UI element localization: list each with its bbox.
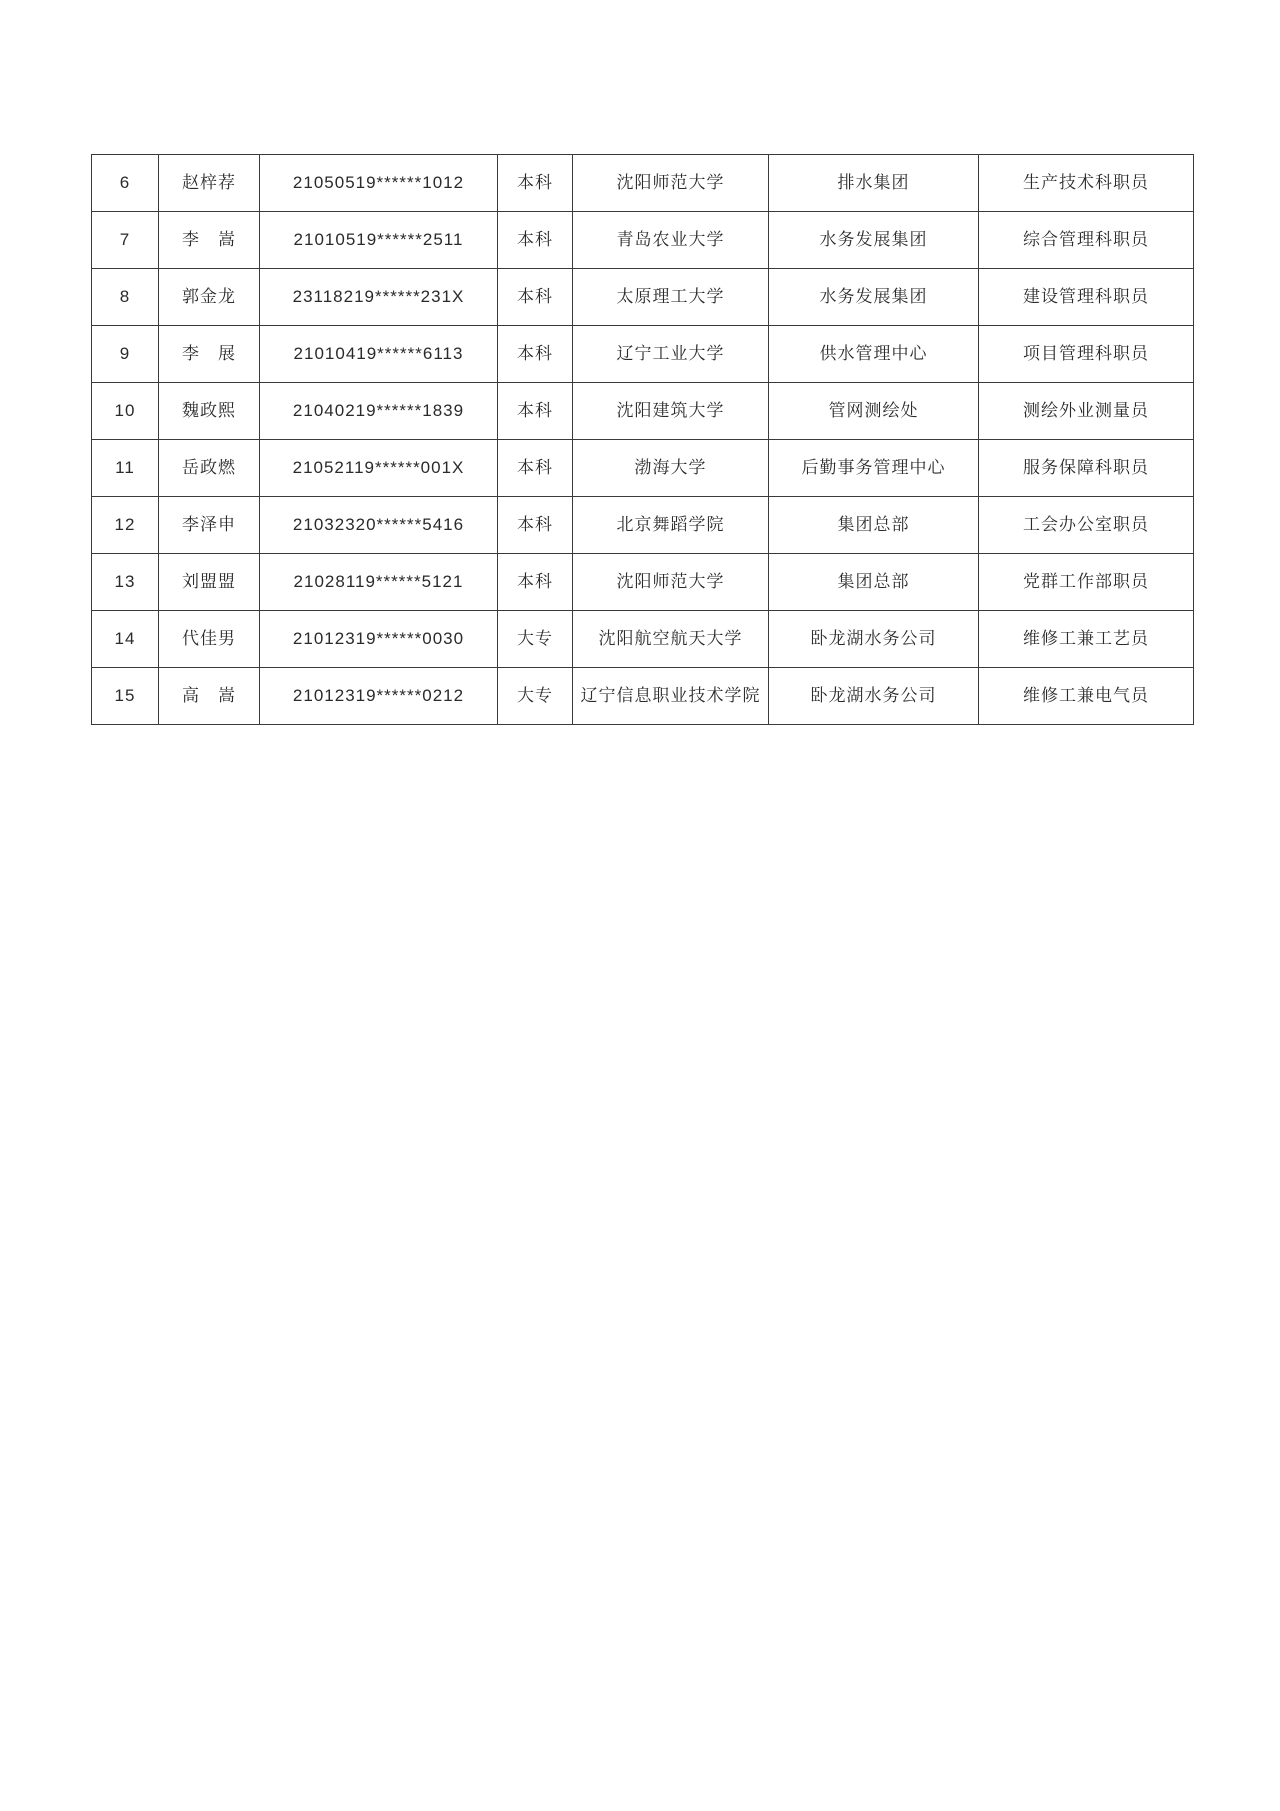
cell-name: 赵梓荐 — [159, 155, 260, 212]
cell-id-number: 21032320******5416 — [260, 497, 498, 554]
cell-school: 沈阳建筑大学 — [573, 383, 769, 440]
cell-position: 建设管理科职员 — [979, 269, 1194, 326]
cell-education: 本科 — [498, 383, 573, 440]
table-row — [92, 440, 1194, 497]
cell-number: 12 — [92, 497, 159, 554]
cell-number: 14 — [92, 611, 159, 668]
cell-id-number: 21040219******1839 — [260, 383, 498, 440]
table-row — [92, 212, 1194, 269]
cell-education: 本科 — [498, 440, 573, 497]
cell-id-number: 21050519******1012 — [260, 155, 498, 212]
table-row — [92, 326, 1194, 383]
cell-unit: 管网测绘处 — [769, 383, 979, 440]
cell-number: 9 — [92, 326, 159, 383]
cell-position: 生产技术科职员 — [979, 155, 1194, 212]
cell-name: 刘盟盟 — [159, 554, 260, 611]
cell-number: 15 — [92, 668, 159, 725]
cell-id-number: 21012319******0212 — [260, 668, 498, 725]
personnel-table — [91, 154, 1194, 725]
cell-number: 13 — [92, 554, 159, 611]
table-row — [92, 554, 1194, 611]
cell-education: 本科 — [498, 326, 573, 383]
cell-position: 维修工兼电气员 — [979, 668, 1194, 725]
cell-school: 沈阳航空航天大学 — [573, 611, 769, 668]
cell-unit: 水务发展集团 — [769, 212, 979, 269]
cell-position: 综合管理科职员 — [979, 212, 1194, 269]
cell-id-number: 21010419******6113 — [260, 326, 498, 383]
table-row — [92, 383, 1194, 440]
table-body — [92, 155, 1194, 725]
cell-number: 7 — [92, 212, 159, 269]
table-row — [92, 668, 1194, 725]
cell-number: 8 — [92, 269, 159, 326]
cell-unit: 卧龙湖水务公司 — [769, 611, 979, 668]
cell-name: 魏政熙 — [159, 383, 260, 440]
cell-school: 渤海大学 — [573, 440, 769, 497]
cell-school: 辽宁工业大学 — [573, 326, 769, 383]
cell-school: 沈阳师范大学 — [573, 554, 769, 611]
table-row — [92, 155, 1194, 212]
cell-unit: 水务发展集团 — [769, 269, 979, 326]
cell-name: 岳政燃 — [159, 440, 260, 497]
cell-number: 10 — [92, 383, 159, 440]
cell-position: 党群工作部职员 — [979, 554, 1194, 611]
cell-position: 项目管理科职员 — [979, 326, 1194, 383]
cell-school: 辽宁信息职业技术学院 — [573, 668, 769, 725]
cell-education: 本科 — [498, 554, 573, 611]
cell-name: 李 展 — [159, 326, 260, 383]
cell-name: 代佳男 — [159, 611, 260, 668]
cell-number: 6 — [92, 155, 159, 212]
table-row — [92, 611, 1194, 668]
cell-unit: 卧龙湖水务公司 — [769, 668, 979, 725]
table-row — [92, 269, 1194, 326]
cell-school: 沈阳师范大学 — [573, 155, 769, 212]
cell-unit: 排水集团 — [769, 155, 979, 212]
cell-name: 李泽申 — [159, 497, 260, 554]
cell-position: 维修工兼工艺员 — [979, 611, 1194, 668]
cell-unit: 集团总部 — [769, 497, 979, 554]
cell-education: 本科 — [498, 269, 573, 326]
cell-id-number: 21028119******5121 — [260, 554, 498, 611]
cell-school: 太原理工大学 — [573, 269, 769, 326]
cell-id-number: 21012319******0030 — [260, 611, 498, 668]
cell-unit: 集团总部 — [769, 554, 979, 611]
cell-education: 本科 — [498, 155, 573, 212]
cell-number: 11 — [92, 440, 159, 497]
cell-unit: 后勤事务管理中心 — [769, 440, 979, 497]
cell-education: 大专 — [498, 611, 573, 668]
cell-id-number: 23118219******231X — [260, 269, 498, 326]
cell-id-number: 21052119******001X — [260, 440, 498, 497]
cell-name: 高 嵩 — [159, 668, 260, 725]
cell-name: 李 嵩 — [159, 212, 260, 269]
cell-education: 本科 — [498, 497, 573, 554]
cell-name: 郭金龙 — [159, 269, 260, 326]
table-row — [92, 497, 1194, 554]
cell-position: 工会办公室职员 — [979, 497, 1194, 554]
cell-education: 大专 — [498, 668, 573, 725]
cell-position: 服务保障科职员 — [979, 440, 1194, 497]
cell-education: 本科 — [498, 212, 573, 269]
cell-position: 测绘外业测量员 — [979, 383, 1194, 440]
cell-school: 北京舞蹈学院 — [573, 497, 769, 554]
cell-school: 青岛农业大学 — [573, 212, 769, 269]
cell-id-number: 21010519******2511 — [260, 212, 498, 269]
cell-unit: 供水管理中心 — [769, 326, 979, 383]
